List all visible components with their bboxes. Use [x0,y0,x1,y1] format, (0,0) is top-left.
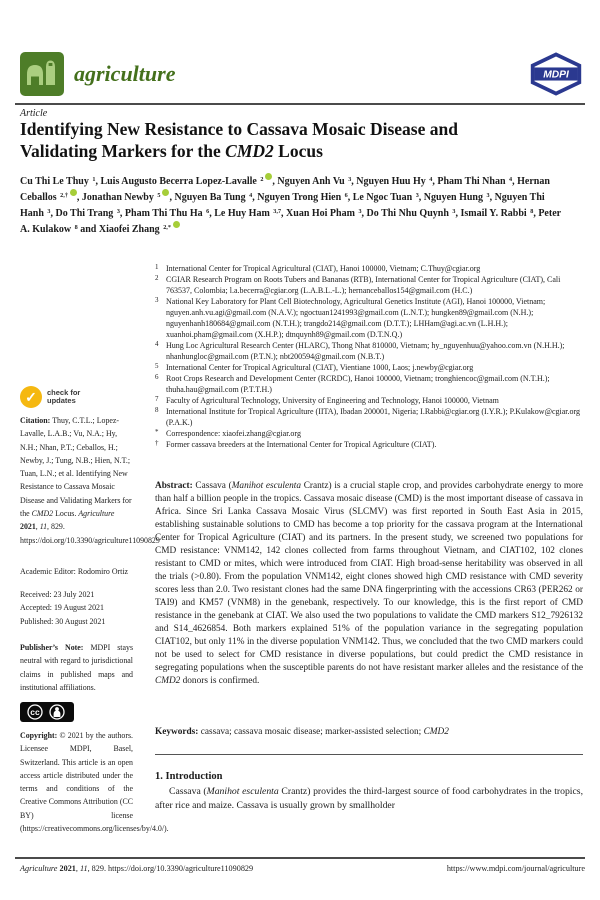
dates-block [20,588,133,628]
footer-divider [15,857,585,859]
affiliation-text: Faculty of Agricultural Technology, University of Engineering and Technology, Hanoi 100000, Vietnam [166,396,499,405]
check-for-updates-label: check for updates [47,387,81,405]
affiliation-number: 5 [155,362,159,370]
affiliation-text: Root Crops Research and Development Center (RCRDC), Hanoi 100000, Vietnam; tronghiencoc@gmail.com (N.T.H.); thuha.hau@gmail.com (P.T.T.H.) [166,374,550,394]
academic-editor: Academic Editor: Rodomiro Ortiz [20,567,129,576]
footer-citation-link[interactable]: Agriculture 2021, 11, 829. https://doi.org/10.3390/agriculture11090829 [20,864,254,873]
affiliation-number: 3 [155,296,159,304]
footer-journal-link[interactable]: https://www.mdpi.com/journal/agriculture [446,864,585,873]
affiliation-row [155,406,585,428]
affiliation-row [155,373,585,395]
affiliation-number: † [155,439,159,447]
publisher-note: Publisher’s Note: MDPI stays neutral with regard to jurisdictional claims in published maps and institutional affiliations. [20,643,134,692]
svg-text:MDPI: MDPI [543,69,569,81]
affiliation-row [155,274,585,296]
citation-block: Citation: Thuy, C.T.L.; Lopez-Lavalle, L.A.B.; Vu, N.A.; Hy, N.H.; Nhan, P.T.; Ceballos, H.; Newby, J.; Tung, N.B.; Hien, N.T.; Tuan, L.N.; et al. Identifying New Resistance to Cassava Mosaic Disease and Validating Markers for the CMD2 Locus. Agriculture 2021, 11, 829. https://doi.org/10.3390/agriculture11090829 [20,416,160,545]
svg-text:cc: cc [30,707,40,717]
affiliation-number: 4 [155,340,159,348]
orcid-icon[interactable] [173,221,180,228]
affiliation-row [155,263,585,274]
affiliation-number: 8 [155,406,159,414]
header-divider [15,103,585,105]
author-list: Cu Thi Le Thuy $^1$, Luis Augusto Becerra Lopez-Lavalle $^2$ , Nguyen Anh Vu $^3$, Nguyen Huu Hy $^4$, Pham Thi Nhan $^4$, Hernan Ceballos $^{2,\dagger}$ , Jonathan Newby $^5$ , Nguyen Ba Tung $^4$, Nguyen Trong Hien $^6$, Le Ngoc Tuan $^3$, Nguyen Hung $^3$, Nguyen Thi Hanh $^3$, Do Thi Trang $^3$, Pham Thi Thu Ha $^6$, Le Huy Ham $^{3,7}$, Xuan Hoi Pham $^3$, Do Thi Nhu Quynh $^3$, Ismail Y. Rabbi $^8$, Peter A. Kulakow $^8$ and Xiaofei Zhang $^{2,*}$ [20,174,568,238]
affiliation-number: * [155,428,159,436]
affiliation-text: National Key Laboratory for Plant Cell Biotechnology, Agricultural Genetics Institute (AGI), Hanoi 100000, Vietnam; nguyen.anh.vu.agi@gmail.com (N.A.V.); ngoctuan1241993@gmail.com (L.N.T.); hungken89@gmail.com (N.H.); nguyenhanh180684@gmail.com (N.T.H.); trangdo214@gmail.com (D.T.T.); LHHam@agi.ac.vn (L.H.H.); xuanhoi.pham@gmail.com (X.H.P.); dtnquynh89@gmail.com (D.T.N.Q.) [166,297,546,339]
received-date: Received: 23 July 2021 [20,590,95,599]
introduction-paragraph: Cassava (Manihot esculenta Crantz) provides the third-largest source of food carbohydrates in the tropics, after rice and maize. Cassava is usually grown by smallholder [155,786,583,811]
section-heading-introduction: 1. Introduction [155,771,223,782]
keywords: Keywords: cassava; cassava mosaic disease; marker-assisted selection; CMD2 [155,727,449,737]
page-title: Identifying New Resistance to Cassava Mosaic Disease and Validating Markers for the CMD2 Locus [20,119,458,161]
checkmark-icon: ✓ [20,386,42,408]
affiliation-row [155,395,585,406]
keywords-divider [155,754,583,755]
affiliation-number: 6 [155,373,159,381]
affiliation-number: 1 [155,263,159,271]
article-type-label: Article [20,108,48,119]
affiliation-row [155,362,585,373]
agriculture-journal-logo-icon[interactable] [20,52,64,96]
affiliation-text: Hung Loc Agricultural Research Center (HLARC), Thong Nhat 810000, Vietnam; hy_nguyenhuu@yahoo.com.vn (N.H.H.); nhanhungloc@gmail.com (P.T.N.); nbt200594@gmail.com (N.B.T.) [166,341,565,361]
mdpi-logo[interactable] [528,51,584,97]
affiliation-text: International Center for Tropical Agricultural (CIAT), Vientiane 1000, Laos; j.newby@cgiar.org [166,363,474,372]
orcid-icon[interactable] [70,189,77,196]
affiliations-list [155,263,585,450]
copyright-notice: Copyright: © 2021 by the authors. Licensee MDPI, Basel, Switzerland. This article is an open access article distributed under the terms and conditions of the Creative Commons Attribution (CC BY) license (https://creativecommons.org/licenses/by/4.0/). [20,731,169,834]
affiliation-row [155,340,585,362]
abstract: Abstract: Cassava (Manihot esculenta Crantz) is a crucial staple crop, and provides carbohydrate energy to more than half a billion people in the tropics. Cassava mosaic disease (CMD) is the most important disease of cassava in Africa. Since Sri Lanka Cassava Mosaic Virus (SLCMV) was first reported in South East Asia in 2015, establishing sustainable solutions to CMD has become a top priority for the cassava program at the International Center for Tropical Agriculture (CIAT) and its partners. In the present study, we screened two populations for CMD resistance: VNM142, 142 clones collected from farms throughout Vietnam, and CIAT102, 102 clones resistant to CMD or mites, which were introduced from CIAT. High broad-sense heritability was observed in all the trials (>0.80). From the population VNM142, eight clones showed high CMD resistance with CMD severity scores less than 2.0. Two resistant clones had the same DNA fingerprinting with the accessions CR63 (PER262 or TAI9) and KM57 (VNM8) in the genebank, respectively. To our knowledge, this is the first report of CMD resistance in the genebank at CIAT. We also used the two populations to validate the CMD markers S12_7926132 and S14_4626854. Both markers explained 51% of the population variance in the segregating population CIAT102, but only 11% in the diverse population VNM142. Thus, we concluded that the two CMD markers could not be used to select for CMD resistance in diverse populations, but could predict the CMD resistance in segregating populations when the susceptible parents do not have resistant marker alleles and the resistance of the CMD2 donors is confirmed. [155,481,583,686]
check-for-updates-badge[interactable] [20,386,80,408]
cc-by-license-icon[interactable] [20,702,74,722]
affiliation-text: Former cassava breeders at the International Center for Tropical Agriculture (CIAT). [166,440,437,449]
affiliation-row [155,428,585,439]
published-date: Published: 30 August 2021 [20,616,106,626]
affiliation-row [155,439,585,450]
affiliation-number: 2 [155,274,159,282]
accepted-date: Accepted: 19 August 2021 [20,603,104,613]
affiliation-text: International Institute for Tropical Agriculture (IITA), Ibadan 200001, Nigeria; I.Rabbi@cgiar.org (I.Y.R.); P.Kulakow@cgiar.org (P.A.K.) [166,407,581,427]
affiliation-text: CGIAR Research Program on Roots Tubers and Bananas (RTB), International Center for Tropical Agriculture (CIAT), Cali 763537, Colombia; l.a.becerra@cgiar.org (L.A.B.L.-L.); hernanceballos154@gmail.com (H.C.) [166,275,561,295]
affiliation-text: International Center for Tropical Agricultural (CIAT), Hanoi 100000, Vietnam; C.Thuy@cgiar.org [166,264,481,273]
affiliation-row [155,296,585,340]
journal-name: agriculture [74,61,176,86]
affiliation-number: 7 [155,395,159,403]
affiliation-text: Correspondence: xiaofei.zhang@cgiar.org [166,429,301,438]
